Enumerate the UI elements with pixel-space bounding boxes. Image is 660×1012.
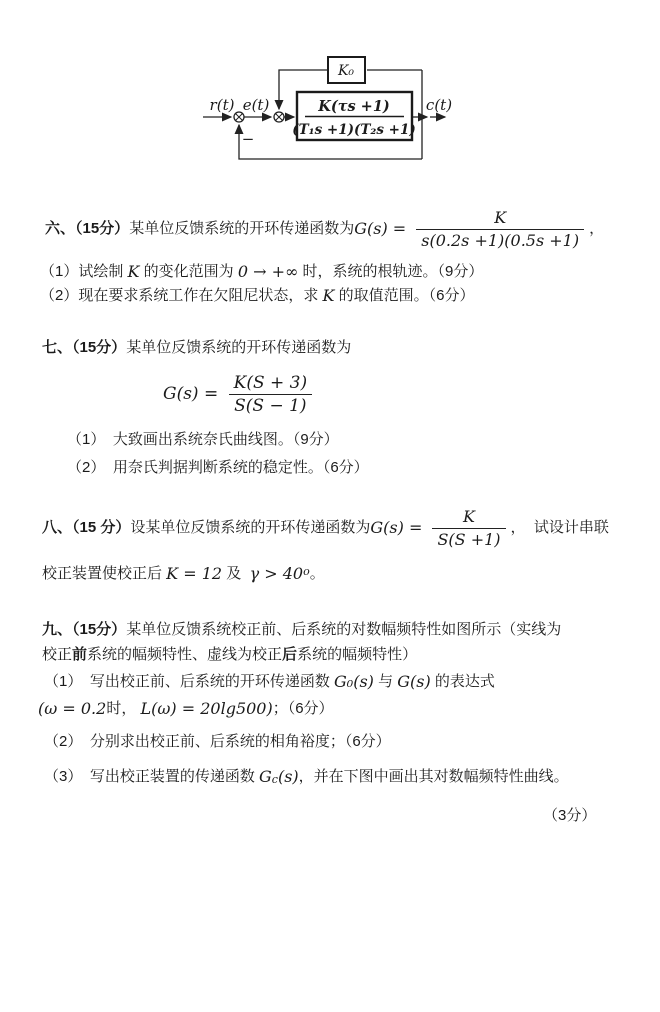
- q7-heading-line: [42, 337, 351, 359]
- after-emphasis: 后: [282, 646, 298, 663]
- q9-score-note: （3分）: [543, 807, 597, 824]
- q6-intro: 某单位反馈系统的开环传递函数为: [129, 220, 355, 237]
- before-emphasis: 前: [72, 646, 88, 663]
- q9-line2: 校正 前 系统的幅频特性、虚线为校正 后 系统的幅频特性）: [42, 644, 417, 666]
- q8-number: 八、（15 分）: [42, 519, 131, 536]
- q8-formula-denominator: S(S +1): [432, 528, 505, 550]
- q9-condition-line: (ω = 0.2 时， L(ω) = 20lg500) ；（6分）: [38, 699, 334, 718]
- gamma-condition: γ > 40: [249, 564, 304, 583]
- q9-item1: （1） 写出校正前、后系统的开环传递函数 G₀(s) 与 G(s) 的表达式: [44, 672, 495, 691]
- q8-formula-numerator: K: [463, 506, 475, 526]
- gc-subscript: c: [271, 773, 278, 786]
- gc-transfer-function-base: G: [259, 767, 272, 786]
- block-diagram-canvas: [195, 48, 465, 178]
- q6-item1: （1）试绘制 K 的变化范围为 0 → +∞ 时，系统的根轨迹。（9分）: [40, 262, 484, 281]
- feedback-gain-label: K₀: [337, 63, 355, 79]
- plant-numerator: K(τs +1): [318, 98, 390, 115]
- q6-item2: （2）现在要求系统工作在欠阻尼状态，求 K 的取值范围。（6分）: [40, 286, 475, 305]
- q7-intro: 某单位反馈系统的开环传递函数为: [126, 339, 352, 356]
- q7-formula-numerator: K(S + 3): [233, 372, 308, 393]
- k-range: 0 → +∞: [237, 262, 299, 281]
- q7-formula: [163, 367, 317, 421]
- q6-formula-denominator: s(0.2s +1)(0.5s +1): [416, 229, 584, 251]
- q8-formula-fraction: [432, 507, 505, 550]
- q6-number: 六、（15分）: [45, 220, 130, 237]
- minus-sign: −: [241, 130, 255, 148]
- omega-condition: (ω = 0.2: [38, 699, 107, 718]
- q8-tail: ， 试设计串联: [510, 519, 609, 536]
- q8-line2: 校正装置使校正后 K = 12 及 γ > 40 o 。: [42, 563, 325, 585]
- q9-item3: （3） 写出校正装置的传递函数 G c (s) ，并在下图中画出其对数幅频特性曲线。: [44, 766, 569, 788]
- plant-denominator: (T₁s +1)(T₂s +1): [292, 122, 416, 138]
- q9-item2: （2） 分别求出校正前、后系统的相角裕度；（6分）: [44, 733, 391, 750]
- q6-tail: ，: [589, 220, 605, 237]
- magnitude-condition: L(ω) = 20lg500): [140, 699, 273, 718]
- q9-number: 九、（15分）: [42, 621, 127, 638]
- degree-superscript: o: [303, 565, 310, 578]
- q7-formula-denominator: S(S − 1): [229, 394, 311, 416]
- q6-formula-lhs: G(s) =: [354, 219, 412, 238]
- q9-line1: 九、（15分） 某单位反馈系统校正前、后系统的对数幅频特性如图所示（实线为: [42, 619, 561, 641]
- q7-formula-fraction: [229, 373, 312, 416]
- gain-k-symbol: K: [127, 262, 140, 281]
- error-signal-label: e(t): [242, 96, 270, 114]
- q8-heading-line: [42, 503, 609, 553]
- g0-transfer-function: G₀(s): [334, 672, 374, 691]
- q8-intro: 设某单位反馈系统的开环传递函数为: [130, 519, 371, 536]
- block-diagram: [195, 48, 465, 178]
- q6-formula-fraction: [416, 208, 584, 251]
- q7-number: 七、（15分）: [42, 339, 127, 356]
- gc-transfer-function-rest: (s): [277, 767, 299, 786]
- output-signal-label: c(t): [425, 96, 453, 114]
- q8-formula-lhs: G(s) =: [370, 518, 428, 537]
- q7-formula-lhs: G(s) =: [163, 384, 224, 404]
- gain-k-symbol: K: [322, 286, 335, 305]
- g-transfer-function: G(s): [397, 672, 431, 691]
- q7-item1: （1） 大致画出系统奈氏曲线图。（9分）: [67, 431, 339, 448]
- k-equals-12: K = 12: [166, 564, 223, 583]
- q7-item2: （2） 用奈氏判据判断系统的稳定性。（6分）: [67, 459, 369, 476]
- input-signal-label: r(t): [209, 96, 235, 114]
- q6-heading-line: [45, 203, 604, 255]
- q6-formula-numerator: K: [494, 207, 507, 227]
